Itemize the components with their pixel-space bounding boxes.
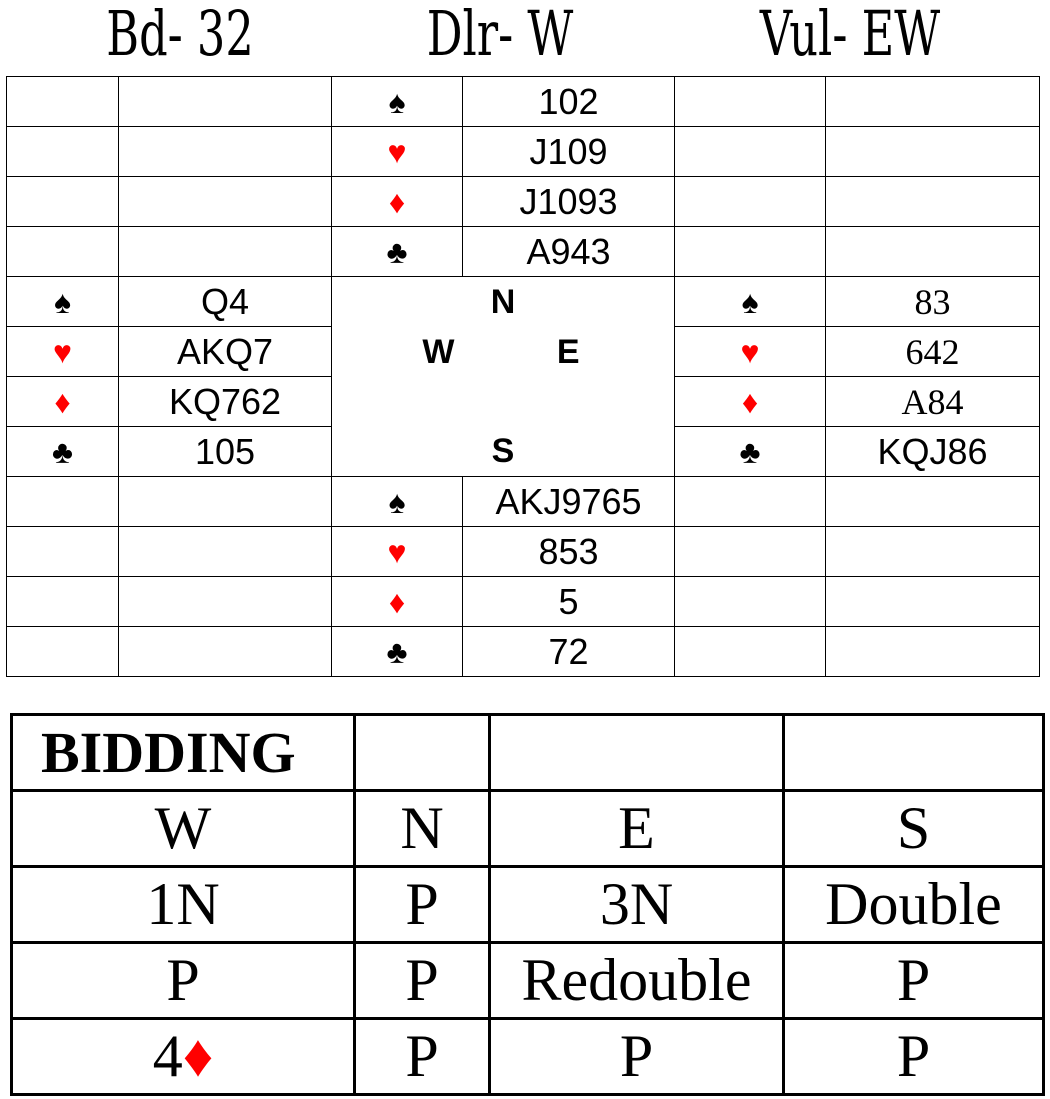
bidding-round-2: [12, 943, 1044, 1019]
east-spades: 83: [826, 277, 1040, 327]
heart-icon: ♥: [387, 134, 407, 170]
spade-icon: ♠: [741, 284, 759, 320]
west-east-spades-row: [7, 277, 1040, 327]
club-icon: ♣: [386, 234, 408, 270]
compass-west: W: [332, 327, 463, 377]
west-east-clubs-row: [7, 427, 1040, 477]
bid-cell: P: [12, 943, 355, 1019]
bid-cell: 3N: [490, 867, 784, 943]
diamond-icon: ♦: [388, 184, 406, 220]
south-spades: AKJ9765: [463, 477, 675, 527]
diamond-icon: ♦: [741, 384, 759, 420]
west-east-diamonds-row: [7, 377, 1040, 427]
board-number: Bd- 32: [106, 0, 254, 70]
spade-icon: ♠: [54, 284, 71, 320]
bid-cell: P: [784, 943, 1044, 1019]
north-clubs: A943: [463, 227, 675, 277]
seat-east: E: [490, 791, 784, 867]
south-hearts: 853: [463, 527, 675, 577]
north-diamonds-row: [7, 177, 1040, 227]
bidding-seats-row: [12, 791, 1044, 867]
compass-south: S: [332, 427, 675, 477]
club-icon: ♣: [386, 634, 408, 670]
heart-icon: ♥: [387, 534, 407, 570]
bidding-title-row: [12, 715, 1044, 791]
west-diamonds: KQ762: [119, 377, 332, 427]
bid-cell: P: [355, 867, 490, 943]
north-hearts: J109: [463, 127, 675, 177]
south-clubs: 72: [463, 627, 675, 677]
bidding-table: [10, 713, 1045, 1096]
seat-south: S: [784, 791, 1044, 867]
seat-north: N: [355, 791, 490, 867]
spade-icon: ♠: [388, 84, 406, 120]
final-bid-level: 4: [152, 1023, 183, 1089]
diamond-icon: ♦: [182, 1023, 214, 1089]
west-spades: Q4: [119, 277, 332, 327]
west-clubs: 105: [119, 427, 332, 477]
seat-west: W: [12, 791, 355, 867]
bid-cell: P: [355, 1019, 490, 1095]
diamond-icon: ♦: [388, 584, 406, 620]
south-hearts-row: [7, 527, 1040, 577]
bidding-round-3: [12, 1019, 1044, 1095]
bidding-title: BIDDING: [12, 715, 355, 791]
bid-cell: Redouble: [490, 943, 784, 1019]
spade-icon: ♠: [388, 484, 406, 520]
north-spades: 102: [463, 77, 675, 127]
bid-cell: 1N: [12, 867, 355, 943]
club-icon: ♣: [739, 434, 761, 470]
north-diamonds: J1093: [463, 177, 675, 227]
west-hearts: AKQ7: [119, 327, 332, 377]
bid-cell: Double: [784, 867, 1044, 943]
south-diamonds: 5: [463, 577, 675, 627]
north-hearts-row: [7, 127, 1040, 177]
north-spades-row: [7, 77, 1040, 127]
dealer-label: Dlr- W: [426, 0, 574, 70]
bid-cell: P: [490, 1019, 784, 1095]
north-clubs-row: [7, 227, 1040, 277]
bid-cell: P: [355, 943, 490, 1019]
compass-east: E: [463, 327, 675, 377]
diamond-icon: ♦: [54, 384, 71, 420]
vulnerability-label: Vul- EW: [759, 0, 941, 70]
bid-cell-final: [12, 1019, 355, 1095]
east-clubs: KQJ86: [826, 427, 1040, 477]
east-hearts: 642: [826, 327, 1040, 377]
heart-icon: ♥: [740, 334, 760, 370]
heart-icon: ♥: [53, 334, 72, 370]
bid-cell: P: [784, 1019, 1044, 1095]
west-east-hearts-row: [7, 327, 1040, 377]
bidding-round-1: [12, 867, 1044, 943]
club-icon: ♣: [52, 434, 73, 470]
east-diamonds: A84: [826, 377, 1040, 427]
south-clubs-row: [7, 627, 1040, 677]
south-diamonds-row: [7, 577, 1040, 627]
compass-north: N: [332, 277, 675, 327]
deal-diagram: [6, 76, 1040, 677]
south-spades-row: [7, 477, 1040, 527]
